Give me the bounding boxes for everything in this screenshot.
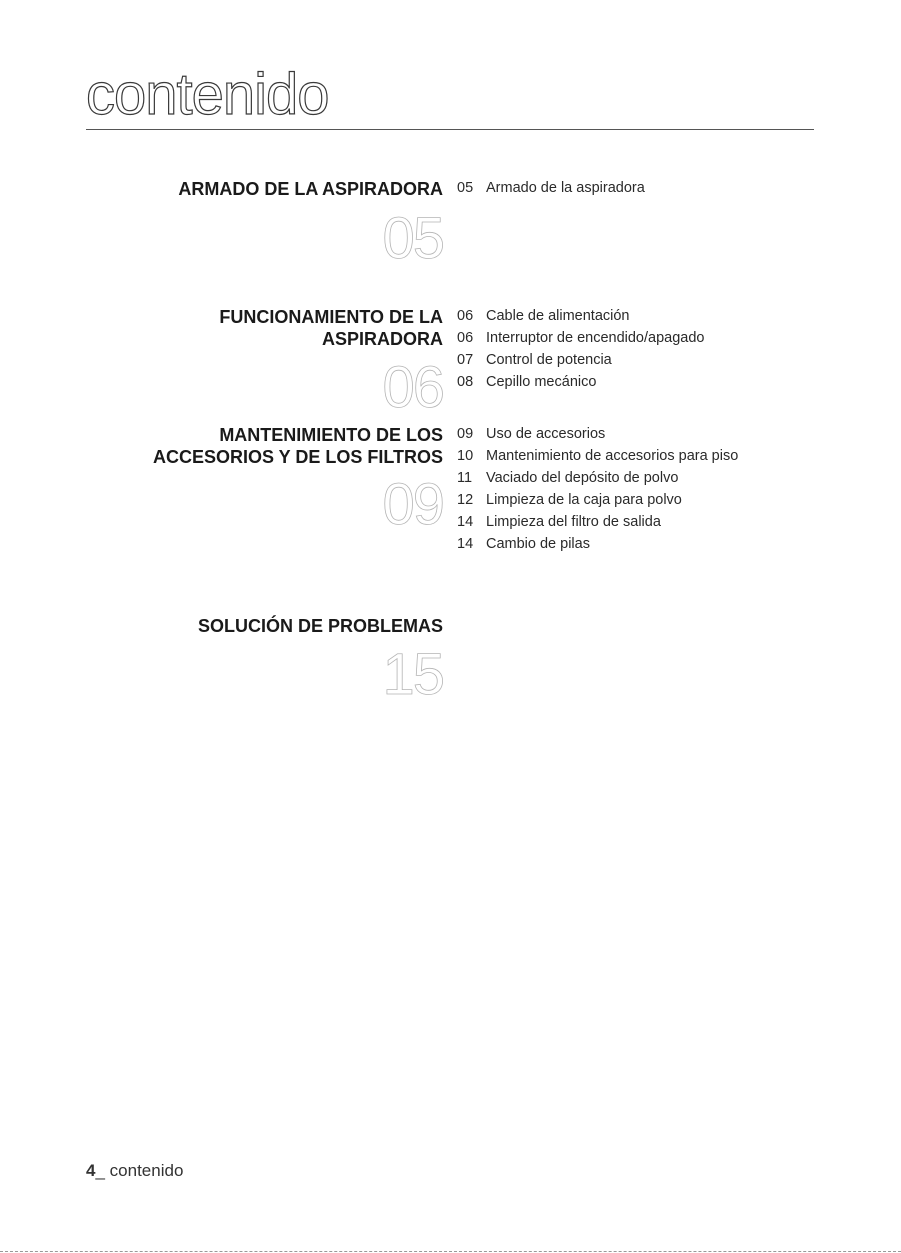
section-heading-line1: MANTENIMIENTO DE LOS xyxy=(219,425,443,445)
toc-entry[interactable] xyxy=(457,371,704,393)
toc-entry[interactable] xyxy=(457,489,738,511)
toc-entry[interactable] xyxy=(457,177,645,199)
toc-page-number: 07 xyxy=(457,352,474,368)
toc-entry-label: Cambio de pilas xyxy=(486,536,590,552)
page-footer xyxy=(86,1161,183,1181)
footer-label: contenido xyxy=(109,1161,184,1180)
section-heading[interactable] xyxy=(198,615,443,637)
section-number: 15 xyxy=(382,642,443,707)
section-heading-line2: ACCESORIOS Y DE LOS FILTROS xyxy=(152,447,443,467)
footer-page-number: 4 xyxy=(86,1161,96,1180)
toc-page-number: 14 xyxy=(457,514,474,530)
section-number: 05 xyxy=(382,206,443,271)
toc-list xyxy=(457,423,738,555)
toc-page-number: 11 xyxy=(457,470,473,486)
section-heading[interactable] xyxy=(219,306,443,350)
section-heading[interactable] xyxy=(153,424,443,468)
toc-page-number: 09 xyxy=(457,426,474,442)
toc-entry-label: Interruptor de encendido/apagado xyxy=(486,330,705,346)
toc-entry-label: Control de potencia xyxy=(486,352,612,368)
toc-entry[interactable] xyxy=(457,467,738,489)
section-heading-text: SOLUCIÓN DE PROBLEMAS xyxy=(197,616,443,636)
toc-entry[interactable] xyxy=(457,423,738,445)
section-number: 09 xyxy=(382,472,443,537)
bottom-edge-divider xyxy=(0,1251,901,1252)
toc-page-number: 08 xyxy=(457,374,474,390)
toc-entry[interactable] xyxy=(457,349,704,371)
toc-entry-label: Limpieza del filtro de salida xyxy=(486,514,661,530)
section-number: 06 xyxy=(382,355,443,420)
toc-entry-label: Vaciado del depósito de polvo xyxy=(486,470,679,486)
toc-entry-label: Cable de alimentación xyxy=(486,308,630,324)
toc-entry[interactable] xyxy=(457,533,738,555)
toc-entry-label: Armado de la aspiradora xyxy=(486,180,645,196)
toc-list xyxy=(457,177,645,199)
title-divider xyxy=(86,129,814,130)
toc-page-number: 05 xyxy=(457,180,474,196)
toc-page-number: 12 xyxy=(457,492,474,508)
section-heading-text: ARMADO DE LA ASPIRADORA xyxy=(178,179,443,199)
section-heading[interactable] xyxy=(178,178,443,200)
toc-entry[interactable] xyxy=(457,327,704,349)
toc-list xyxy=(457,305,704,393)
toc-page-number: 14 xyxy=(457,536,474,552)
toc-entry-label: Cepillo mecánico xyxy=(486,374,597,390)
toc-entry[interactable] xyxy=(457,445,738,467)
toc-page-number: 06 xyxy=(457,330,474,346)
footer-separator: _ xyxy=(95,1161,105,1180)
toc-entry-label: Uso de accesorios xyxy=(486,426,606,442)
toc-entry-label: Mantenimiento de accesorios para piso xyxy=(486,448,739,464)
toc-page-number: 10 xyxy=(457,448,474,464)
page-title: contenido xyxy=(86,62,329,127)
section-heading-line2: ASPIRADORA xyxy=(321,329,443,349)
toc-entry[interactable] xyxy=(457,511,738,533)
toc-entry-label: Limpieza de la caja para polvo xyxy=(486,492,682,508)
toc-entry[interactable] xyxy=(457,305,704,327)
toc-page-number: 06 xyxy=(457,308,474,324)
section-heading-line1: FUNCIONAMIENTO DE LA xyxy=(219,307,443,327)
